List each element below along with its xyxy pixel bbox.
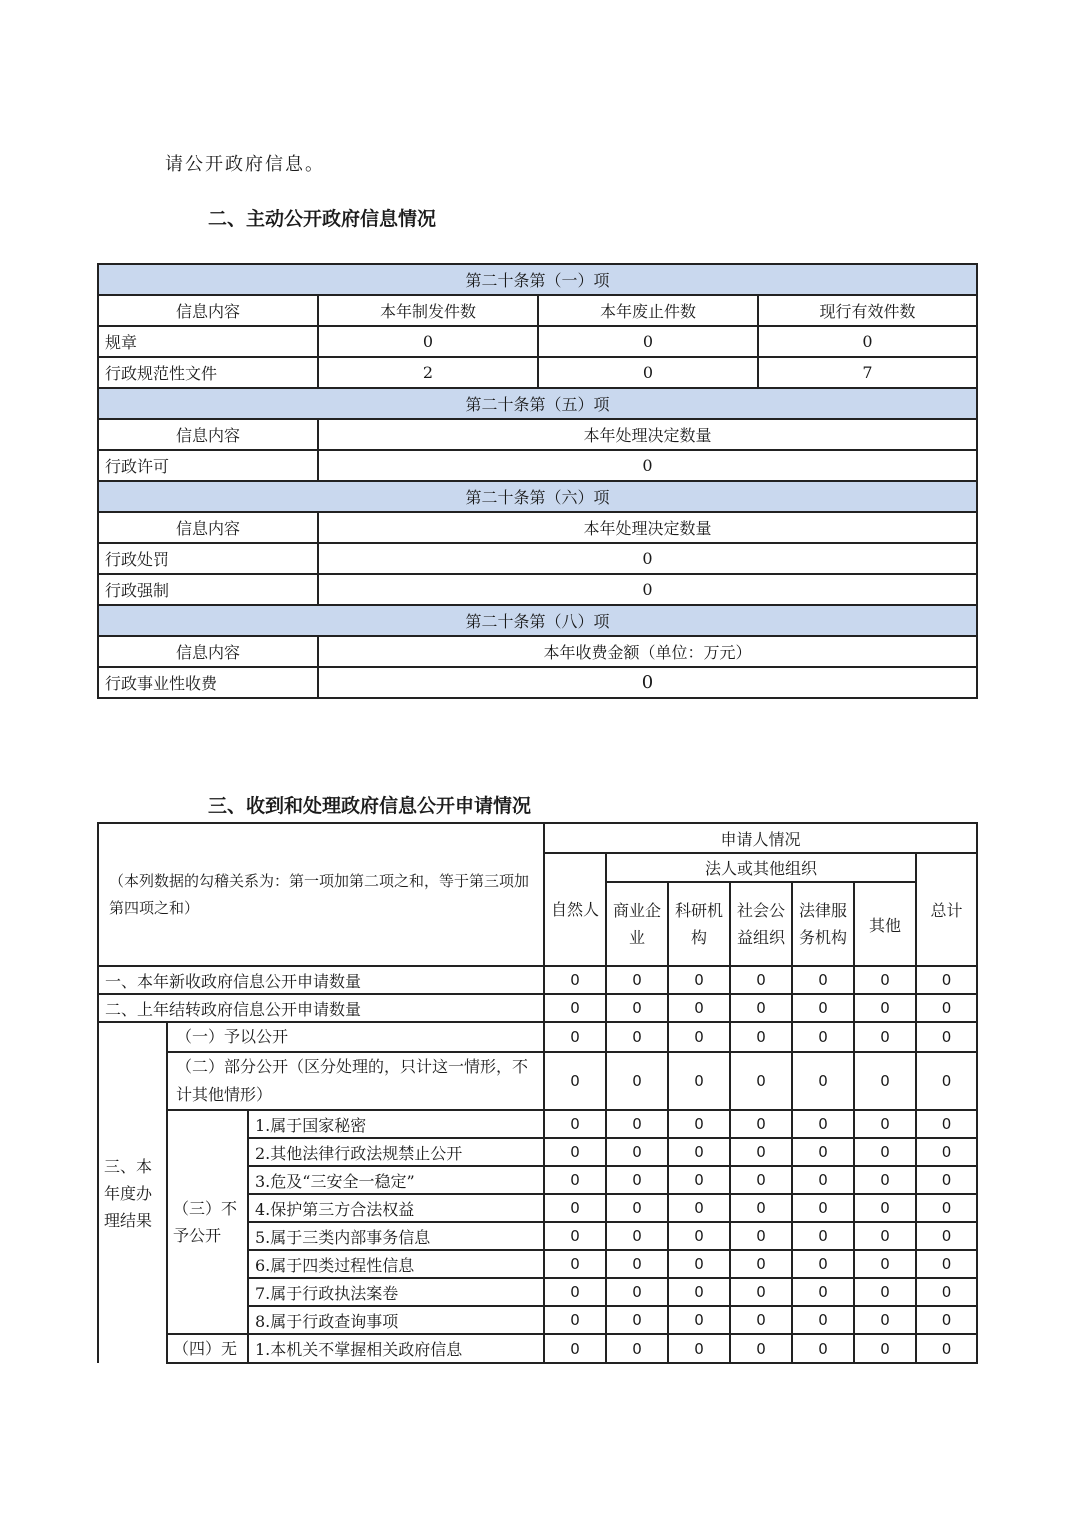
table-cell: 0: [854, 1110, 916, 1138]
not-open-group-label: （三）不予公开: [167, 1110, 248, 1334]
table-cell: 0: [606, 1306, 668, 1334]
table-cell: 0: [730, 966, 792, 994]
column-header: 申请人情况: [544, 823, 977, 853]
table-cell: 0: [318, 326, 538, 357]
table-cell: 0: [544, 1052, 606, 1110]
table-cell: 0: [854, 1278, 916, 1306]
table-cell: 0: [730, 1138, 792, 1166]
table-cell: 0: [916, 1110, 977, 1138]
table-cell: 0: [730, 1052, 792, 1110]
table-cell: 0: [792, 1166, 854, 1194]
table-cell: 0: [792, 1222, 854, 1250]
table-cell: 0: [916, 1278, 977, 1306]
table-cell: 0: [668, 966, 730, 994]
table-cell: 0: [916, 1166, 977, 1194]
table-cell: 0: [606, 994, 668, 1022]
table-row: [98, 481, 977, 512]
row-label: 一、本年新收政府信息公开申请数量: [98, 966, 544, 994]
table-cell: 0: [668, 1306, 730, 1334]
table-cell: 0: [854, 1334, 916, 1363]
table-cell: 0: [544, 1022, 606, 1052]
table-cell: 0: [544, 1194, 606, 1222]
table-cell: 0: [730, 1222, 792, 1250]
table-cell: 0: [318, 543, 977, 574]
table-row: [98, 450, 977, 481]
table-cell: 0: [916, 1222, 977, 1250]
row-label: 1.属于国家秘密: [248, 1110, 544, 1138]
table-cell: 0: [792, 994, 854, 1022]
table-cell: 0: [916, 1052, 977, 1110]
section-header: 第二十条第（五）项: [98, 388, 977, 419]
column-header: 本年收费金额（单位：万元）: [318, 636, 977, 667]
table-cell: 0: [668, 994, 730, 1022]
row-label: 行政许可: [98, 450, 318, 481]
table-row: [98, 357, 977, 388]
row-label: （一）予以公开: [167, 1022, 544, 1052]
column-header: 信息内容: [98, 295, 318, 326]
row-label: 1.本机关不掌握相关政府信息: [248, 1334, 544, 1363]
row-label: （二）部分公开（区分处理的，只计这一情形，不计其他情形）: [167, 1052, 544, 1110]
table-cell: 0: [544, 1306, 606, 1334]
section3-title: 三、收到和处理政府信息公开申请情况: [208, 795, 532, 817]
row-label: 6.属于四类过程性信息: [248, 1250, 544, 1278]
table-cell: 0: [854, 994, 916, 1022]
column-header: 信息内容: [98, 419, 318, 450]
table-row: [98, 264, 977, 295]
table-cell: 0: [916, 1138, 977, 1166]
column-header: 现行有效件数: [758, 295, 977, 326]
table-cell: 0: [792, 1278, 854, 1306]
column-header: 信息内容: [98, 636, 318, 667]
table-cell: 0: [916, 1022, 977, 1052]
table-cell: 0: [606, 1222, 668, 1250]
table-row: [98, 1052, 977, 1110]
table-cell: 0: [792, 1110, 854, 1138]
table-cell: 0: [544, 1222, 606, 1250]
table-cell: 0: [792, 1022, 854, 1052]
table-cell: 0: [916, 1194, 977, 1222]
column-header: 信息内容: [98, 512, 318, 543]
table-cell: 0: [318, 574, 977, 605]
table-cell: 0: [668, 1278, 730, 1306]
table-cell: 0: [668, 1138, 730, 1166]
table-cell: 2: [318, 357, 538, 388]
column-header: 总计: [916, 853, 977, 966]
row-label: 行政事业性收费: [98, 667, 318, 698]
column-header: 其他: [854, 882, 916, 966]
section2-title: 二、主动公开政府信息情况: [208, 208, 437, 230]
table-cell: 0: [854, 966, 916, 994]
table-cell: 0: [318, 450, 977, 481]
table-cell: 0: [730, 1278, 792, 1306]
table-row: [98, 543, 977, 574]
table-cell: 0: [606, 1138, 668, 1166]
table-cell: 0: [730, 994, 792, 1022]
row-label: 4.保护第三方合法权益: [248, 1194, 544, 1222]
table-cell: 0: [544, 1110, 606, 1138]
table-cell: 0: [792, 1250, 854, 1278]
table-cell: 0: [730, 1022, 792, 1052]
table-cell: 0: [854, 1194, 916, 1222]
table-row: [98, 823, 977, 853]
table-cell: 0: [854, 1166, 916, 1194]
table-cell: 0: [606, 1250, 668, 1278]
table-cell: 0: [544, 994, 606, 1022]
table-cell: 0: [854, 1052, 916, 1110]
table-cell: 0: [730, 1194, 792, 1222]
table-cell: 0: [606, 1022, 668, 1052]
table-cell: 0: [606, 1052, 668, 1110]
table-row: [98, 295, 977, 326]
table-row: [98, 1022, 977, 1052]
section-header: 第二十条第（六）项: [98, 481, 977, 512]
section-header: 第二十条第（八）项: [98, 605, 977, 636]
table-cell: 0: [916, 1334, 977, 1363]
column-header: 法律服务机构: [792, 882, 854, 966]
table-row: [98, 326, 977, 357]
column-header: 自然人: [544, 853, 606, 966]
table-cell: 0: [730, 1166, 792, 1194]
table-cell: 0: [606, 1110, 668, 1138]
table-cell: 0: [668, 1250, 730, 1278]
table-cell: 0: [730, 1110, 792, 1138]
table-cell: 0: [668, 1166, 730, 1194]
active-disclosure-table: [97, 263, 978, 699]
table-cell: 0: [668, 1194, 730, 1222]
row-label: 8.属于行政查询事项: [248, 1306, 544, 1334]
table-cell: 0: [758, 326, 977, 357]
table-cell: 0: [792, 1306, 854, 1334]
column-header: 本年处理决定数量: [318, 512, 977, 543]
row-label: 行政规范性文件: [98, 357, 318, 388]
section-header: 第二十条第（一）项: [98, 264, 977, 295]
row-label: 规章: [98, 326, 318, 357]
table-cell: 0: [792, 1138, 854, 1166]
table-cell: 0: [544, 1334, 606, 1363]
table-cell: 0: [854, 1138, 916, 1166]
table-cell: 0: [606, 1166, 668, 1194]
column-header: 法人或其他组织: [606, 853, 916, 882]
column-header: 社会公益组织: [730, 882, 792, 966]
row-label: 2.其他法律行政法规禁止公开: [248, 1138, 544, 1166]
table-row: [98, 574, 977, 605]
row-label: 二、上年结转政府信息公开申请数量: [98, 994, 544, 1022]
table-cell: 0: [854, 1222, 916, 1250]
table-cell: 0: [668, 1334, 730, 1363]
table-cell: 0: [606, 1194, 668, 1222]
table-cell: 0: [792, 1334, 854, 1363]
table-cell: 0: [916, 994, 977, 1022]
no-process-group-label: （四）无: [167, 1334, 248, 1363]
table-cell: 0: [544, 966, 606, 994]
table-row: [98, 994, 977, 1022]
table-row: [98, 966, 977, 994]
table-row: [98, 667, 977, 698]
table-cell: 0: [854, 1022, 916, 1052]
column-header: 本年处理决定数量: [318, 419, 977, 450]
table-cell: 0: [606, 966, 668, 994]
table-cell: 0: [792, 1052, 854, 1110]
table-row: [98, 419, 977, 450]
table-row: [98, 1334, 977, 1363]
table-cell: 0: [544, 1250, 606, 1278]
table-cell: 0: [668, 1022, 730, 1052]
row-label: 行政强制: [98, 574, 318, 605]
table-cell: 0: [854, 1306, 916, 1334]
table-cell: 0: [916, 1250, 977, 1278]
table-cell: 0: [668, 1052, 730, 1110]
table-cell: 0: [730, 1306, 792, 1334]
table-cell: 0: [668, 1222, 730, 1250]
note-cell: （本列数据的勾稽关系为：第一项加第二项之和，等于第三项加第四项之和）: [98, 823, 544, 966]
table-row: [98, 512, 977, 543]
table-cell: 0: [792, 966, 854, 994]
table-cell: 0: [792, 1194, 854, 1222]
table-row: [98, 605, 977, 636]
row-label: 5.属于三类内部事务信息: [248, 1222, 544, 1250]
table-cell: 0: [916, 966, 977, 994]
table-cell: 0: [544, 1166, 606, 1194]
table-cell: 0: [544, 1278, 606, 1306]
table-row: [98, 1110, 977, 1138]
table-cell: 0: [730, 1334, 792, 1363]
row-label: 7.属于行政执法案卷: [248, 1278, 544, 1306]
column-header: 本年制发件数: [318, 295, 538, 326]
table-cell: 0: [606, 1278, 668, 1306]
table-cell: 0: [854, 1250, 916, 1278]
column-header: 商业企业: [606, 882, 668, 966]
table-cell: 0: [538, 326, 758, 357]
column-header: 科研机构: [668, 882, 730, 966]
table-cell: 0: [544, 1138, 606, 1166]
table-row: [98, 636, 977, 667]
table-cell: 0: [606, 1334, 668, 1363]
table-cell: 0: [916, 1306, 977, 1334]
table-row: [98, 388, 977, 419]
table-cell: 0: [730, 1250, 792, 1278]
results-group-label: 三、本年度办理结果: [98, 1022, 167, 1363]
intro-text: 请公开政府信息。: [165, 154, 325, 175]
table-cell: 0: [318, 667, 977, 698]
table-cell: 0: [538, 357, 758, 388]
row-label: 3.危及“三安全一稳定”: [248, 1166, 544, 1194]
column-header: 本年废止件数: [538, 295, 758, 326]
table-cell: 0: [668, 1110, 730, 1138]
row-label: 行政处罚: [98, 543, 318, 574]
application-table: [97, 822, 978, 1364]
table-cell: 7: [758, 357, 977, 388]
